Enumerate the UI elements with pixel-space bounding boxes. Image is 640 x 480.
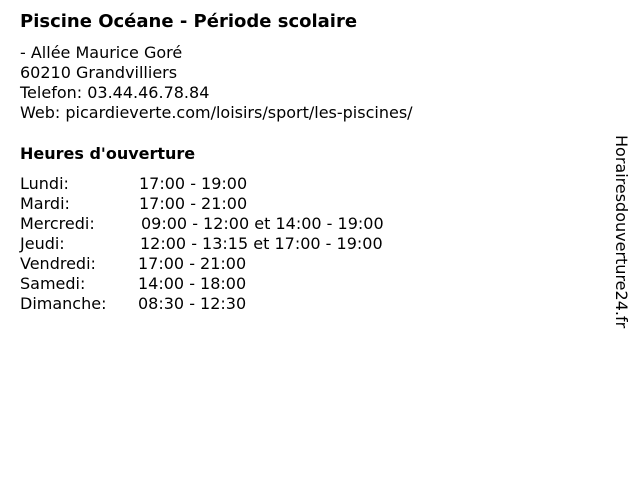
time-range: 17:00 - 21:00 — [138, 254, 247, 273]
time-range: 14:00 - 18:00 — [138, 274, 247, 293]
day-label: Vendredi: — [20, 254, 96, 273]
street-address: - Allée Maurice Goré — [20, 43, 183, 62]
page-title: Piscine Océane - Période scolaire — [20, 11, 358, 32]
address-block — [20, 43, 413, 123]
brand-watermark — [612, 135, 632, 345]
brand-text: Horairesdouverture24.fr — [612, 135, 631, 329]
time-range: 17:00 - 21:00 — [139, 194, 248, 213]
phone-number: Telefon: 03.44.46.78.84 — [20, 83, 210, 102]
day-label: Mercredi: — [20, 214, 95, 233]
day-label: Dimanche: — [20, 294, 107, 313]
time-range: 09:00 - 12:00 et 14:00 - 19:00 — [141, 214, 384, 233]
time-range: 08:30 - 12:30 — [138, 294, 247, 313]
city: 60210 Grandvilliers — [20, 63, 178, 82]
day-label: Lundi: — [20, 174, 69, 193]
time-range: 17:00 - 19:00 — [139, 174, 248, 193]
opening-hours-heading: Heures d'ouverture — [20, 144, 196, 163]
day-label: Mardi: — [20, 194, 70, 213]
day-label: Samedi: — [20, 274, 86, 293]
day-label: Jeudi: — [20, 234, 65, 253]
website-link[interactable]: Web: picardieverte.com/loisirs/sport/les-piscines/ — [20, 103, 413, 122]
time-range: 12:00 - 13:15 et 17:00 - 19:00 — [140, 234, 383, 253]
